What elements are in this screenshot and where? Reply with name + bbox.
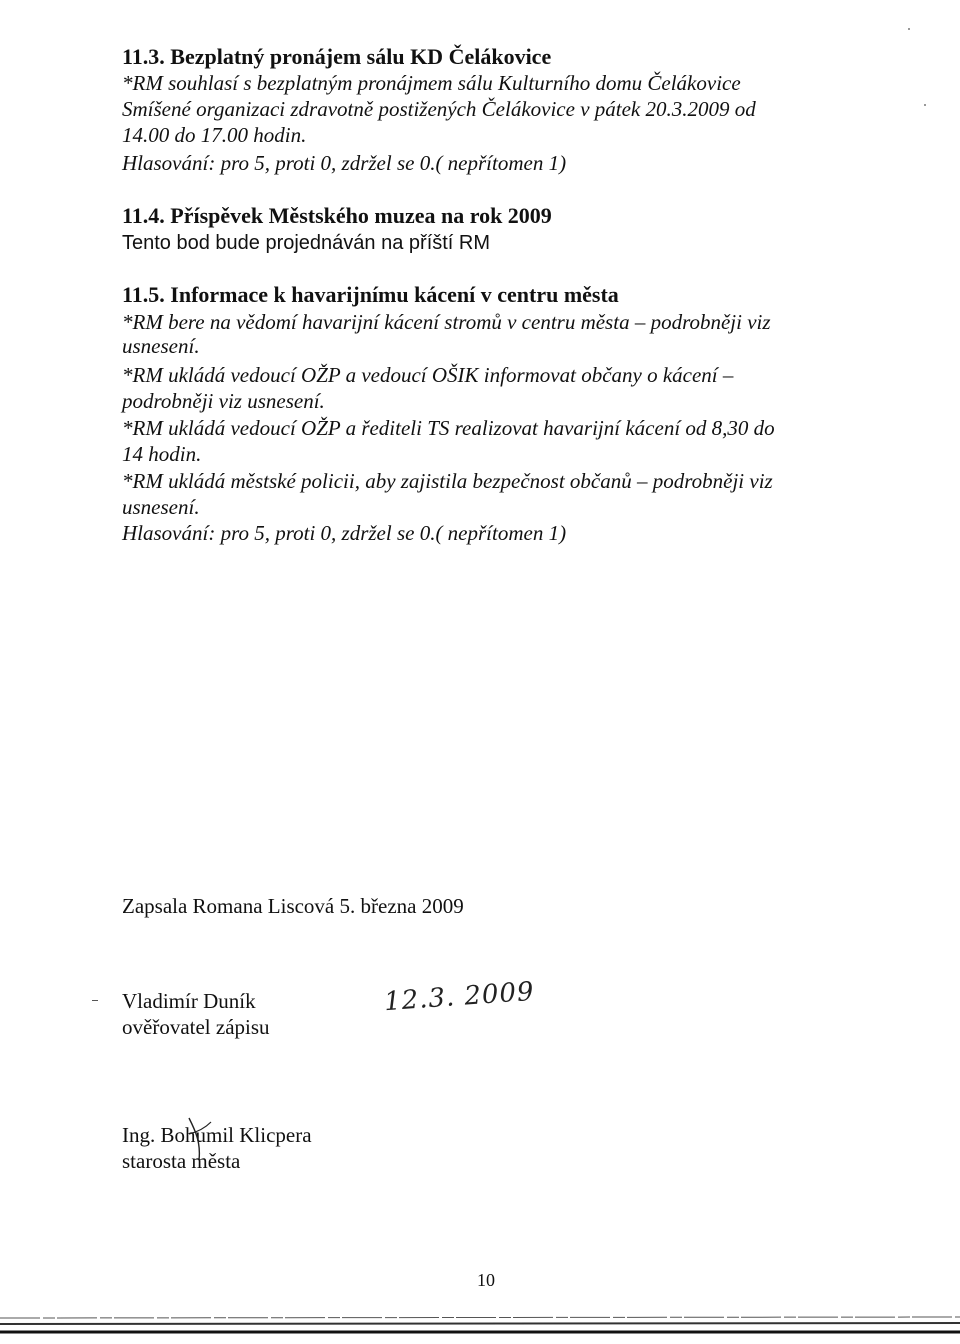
section-11-5-line: *RM ukládá vedoucí OŽP a vedoucí OŠIK informovat občany o kácení – — [122, 363, 734, 387]
section-11-4-heading: 11.4. Příspěvek Městského muzea na rok 2009 — [122, 203, 552, 228]
verifier-name: Vladimír Duník — [122, 989, 256, 1013]
section-11-3-line: Smíšené organizaci zdravotně postižených Čelákovice v pátek 20.3.2009 od — [122, 97, 756, 121]
section-11-3-vote: Hlasování: pro 5, proti 0, zdržel se 0.( nepřítomen 1) — [122, 151, 567, 175]
recorded-by: Zapsala Romana Liscová 5. března 2009 — [122, 894, 464, 918]
signature-stroke — [185, 1112, 215, 1164]
section-11-5-line: 14 hodin. — [122, 442, 202, 466]
scan-edge-lines — [0, 1312, 960, 1344]
section-11-5-vote: Hlasování: pro 5, proti 0, zdržel se 0.( nepřítomen 1) — [122, 521, 567, 545]
section-11-5-heading: 11.5. Informace k havarijnímu kácení v centru města — [122, 282, 619, 307]
section-11-5-line: usnesení. — [122, 334, 200, 358]
section-11-3-heading: 11.3. Bezplatný pronájem sálu KD Čelákovice — [122, 44, 552, 69]
mayor-name: Ing. Bohumil Klicpera — [122, 1123, 312, 1147]
section-11-5-line: podrobněji viz usnesení. — [122, 389, 325, 413]
scan-speck — [924, 104, 926, 106]
section-11-3-line: 14.00 do 17.00 hodin. — [122, 123, 307, 147]
handwritten-date: 12.3. 2009 — [383, 976, 536, 1018]
section-11-3-line: *RM souhlasí s bezplatným pronájmem sálu Kulturního domu Čelákovice — [122, 71, 741, 95]
section-11-5-line: *RM bere na vědomí havarijní kácení stromů v centru města – podrobněji viz — [122, 310, 771, 334]
section-11-5-line: usnesení. — [122, 495, 200, 519]
section-11-4-line: Tento bod bude projednáván na příští RM — [122, 232, 491, 254]
scan-speck — [92, 1000, 98, 1001]
page-number: 10 — [477, 1270, 495, 1290]
mayor-role: starosta města — [122, 1149, 241, 1173]
section-11-5-line: *RM ukládá městské policii, aby zajistila bezpečnost občanů – podrobněji viz — [122, 469, 773, 493]
scan-speck — [908, 28, 910, 30]
section-11-5-line: *RM ukládá vedoucí OŽP a řediteli TS realizovat havarijní kácení od 8,30 do — [122, 416, 775, 440]
verifier-role: ověřovatel zápisu — [122, 1015, 270, 1039]
